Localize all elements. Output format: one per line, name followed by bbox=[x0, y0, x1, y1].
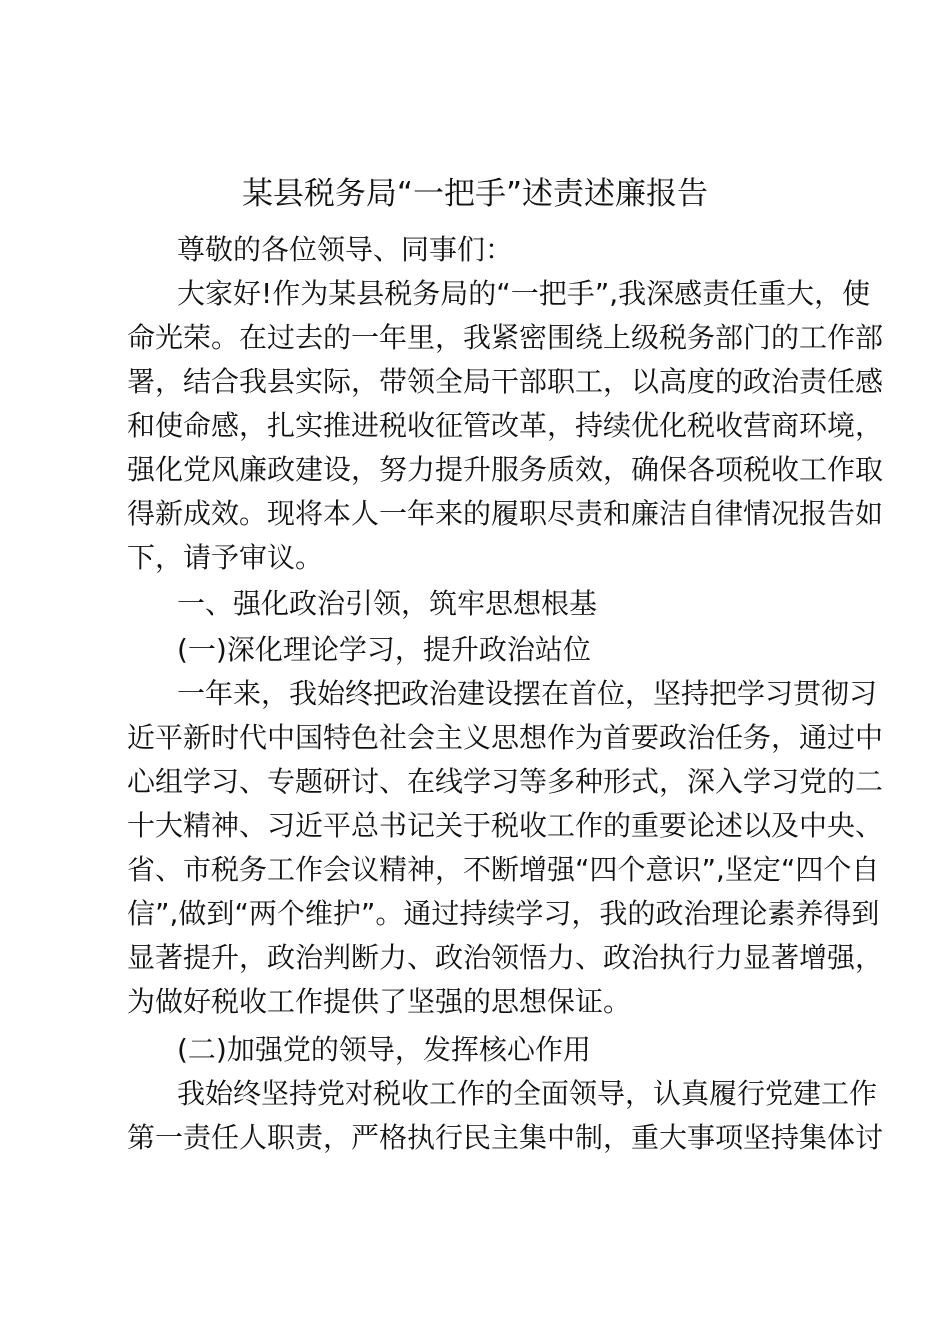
paragraph-line: 显著提升，政治判断力、政治领悟力、政治执行力显著增强， bbox=[127, 941, 884, 974]
paragraph-line: 下，请予审议。 bbox=[127, 541, 324, 574]
paragraph-line: 命光荣。在过去的一年里，我紧密围绕上级税务部门的工作部 bbox=[127, 321, 884, 354]
subsection-heading: (一)深化理论学习，提升政治站位 bbox=[177, 633, 591, 666]
paragraph-line: 我始终坚持党对税收工作的全面领导，认真履行党建工作 bbox=[177, 1077, 878, 1110]
paragraph-line: 得新成效。现将本人一年来的履职尽责和廉洁自律情况报告如 bbox=[127, 497, 884, 530]
paragraph-line: 署，结合我县实际，带领全局干部职工，以高度的政治责任感 bbox=[127, 365, 884, 398]
paragraph-line: 省、市税务工作会议精神，不断增强“四个意识”,坚定“四个自 bbox=[127, 853, 880, 886]
section-heading: 一、强化政治引领，筑牢思想根基 bbox=[177, 587, 598, 620]
paragraph-line: 信”,做到“两个维护”。通过持续学习，我的政治理论素养得到 bbox=[127, 897, 880, 930]
paragraph-line: 第一责任人职责，严格执行民主集中制，重大事项坚持集体讨 bbox=[127, 1121, 884, 1154]
paragraph-line: 心组学习、专题研讨、在线学习等多种形式，深入学习党的二 bbox=[127, 765, 884, 798]
paragraph-line: 十大精神、习近平总书记关于税收工作的重要论述以及中央、 bbox=[127, 809, 884, 842]
salutation: 尊敬的各位领导、同事们： bbox=[177, 233, 514, 266]
paragraph-line: 强化党风廉政建设，努力提升服务质效，确保各项税收工作取 bbox=[127, 453, 884, 486]
paragraph-line: 大家好!作为某县税务局的“一把手”,我深感责任重大，使 bbox=[177, 277, 871, 310]
document-title: 某县税务局“一把手”述责述廉报告 bbox=[241, 176, 709, 212]
paragraph-line: 为做好税收工作提供了坚强的思想保证。 bbox=[127, 985, 632, 1018]
paragraph-line: 一年来，我始终把政治建设摆在首位，坚持把学习贯彻习 bbox=[177, 677, 878, 710]
subsection-heading: (二)加强党的领导，发挥核心作用 bbox=[177, 1033, 591, 1066]
paragraph-line: 近平新时代中国特色社会主义思想作为首要政治任务，通过中 bbox=[127, 721, 884, 754]
paragraph-line: 和使命感，扎实推进税收征管改革，持续优化税收营商环境， bbox=[127, 409, 884, 442]
